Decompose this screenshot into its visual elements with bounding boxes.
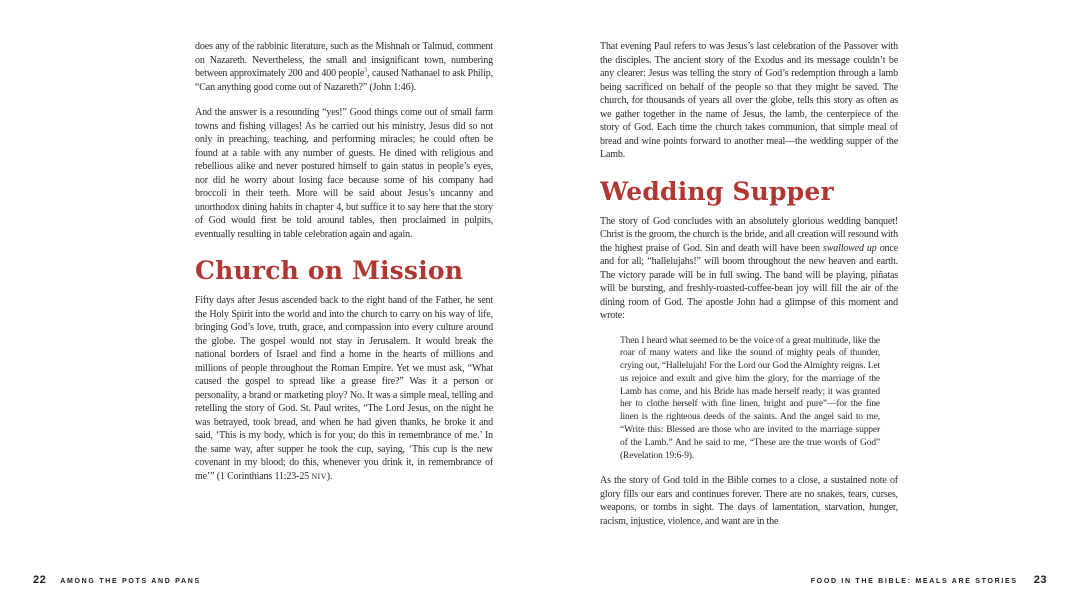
page-number: 22 [33, 574, 47, 586]
paragraph [195, 294, 493, 483]
running-footer: FOOD IN THE BIBLE: MEALS ARE STORIES [810, 578, 1018, 585]
paragraph: That evening Paul refers to was Jesus’s last celebration of the Passover with the disciples. The ancient story of the Exodus and its message couldn’t be any clearer: Jesus was telling the story of God’s redemption through a lamb being sacrificed on behalf of the people so that they might be saved. The church, for thousands of years all over the globe, tells this story as often as we gather together in the name of Jesus, the lamb, the centerpiece of the story of God. Each time the church takes communion, that simple meal of bread and wine points forward to another meal—the wedding supper of the Lamb. [600, 41, 898, 160]
right-page-footer [811, 570, 1047, 588]
scripture-blockquote: Then I heard what seemed to be the voice of a great multitude, like the roar of many waters and like the sound of mighty peals of thunder, crying out, “Hallelujah! For the Lord our God the Almighty reigns. Let us rejoice and exult and give him the glory, for the marriage of the Lamb has come, and his Bride has made herself ready; it was granted her to clothe herself with fine linen, bright and pure”—for the fine linen is the righteous deeds of the saints. And the angel said to me, “Write this: Blessed are those who are invited to the marriage supper of the Lamb.” And he said to me, “These are the true words of God” (Revelation 19:6-9). [620, 335, 880, 461]
left-text-column [195, 40, 493, 566]
right-text-column [600, 40, 898, 566]
paragraph-text: Fifty days after Jesus ascended back to the right hand of the Father, he sent the Holy Spirit into the world and into the church to carry on his way of life, bringing God’s love, truth, grace, and compassion into every culture around the globe. The gospel would not stay in Jerusalem. It would break the national borders of Israel and find a home in the hearts of millions and millions of people throughout the Roman Empire. Yet we must ask, “What caused the gospel to spread like a grease fire?” Was it a person or personality, a brand or marketing ploy? No. It was a simple meal, telling and retelling the story of God. St. Paul writes, “The Lord Jesus, on the night he was betrayed, took bread, and when he had given thanks, he broke it and said, ‘This is my body, which is for you; do this in remembrance of me.’ In the same way, after supper he took the cup, saying, ‘This cup is the new covenant in my blood; do this, whenever you drink it, in remembrance of me’” (1 Corinthians 11:23-25 [195, 295, 493, 482]
paragraph-text: once and for all; “hallelujahs!” will boom throughout the new heaven and earth. The victory parade will be in full swing. The band will be playing, piñatas will be bursting, and freshly-roasted-coffee-bean joy will fill the air of the dining room of God. The apostle John had a glimpse of this moment and wrote: [600, 242, 898, 321]
page-number: 23 [1033, 574, 1047, 586]
section-heading-church-on-mission: Church on Mission [195, 256, 464, 285]
paragraph [195, 40, 493, 94]
bible-version-smallcaps: NIV [311, 471, 327, 481]
paragraph: And the answer is a resounding “yes!” Good things come out of small farm towns and fishing villages! As he carried out his ministry, Jesus did so not only in preaching, teaching, and performing miracles; he could often be found at a table with any number of guests. He dined with religious and rebellious alike and never postured himself to gain status in people’s eyes, nor did he worry about losing face because some of his company had broccoli in their teeth. More will be said about Jesus’s uncanny and unorthodox dining habits in chapter 4, but suffice it to say here that the story of God would first be told around tables, then proclaimed in pulpits, eventually resulting in table celebration again and again. [195, 107, 493, 240]
paragraph: As the story of God told in the Bible comes to a close, a sustained note of glory fills our ears and continues forever. There are no snakes, tears, curses, weapons, or tombs in sight. The days of lamentation, starvation, hunger, racism, injustice, violence, and want are in the [600, 475, 898, 527]
paragraph-text: The story of God concludes with an absolutely glorious wedding banquet! Christ is the groom, the church is the bride, and all creation will resound with the highest praise of God. Sin and death will have been [600, 215, 898, 254]
emphasized-text: swallowed up [822, 242, 877, 254]
paragraph-text: ). [326, 470, 333, 482]
section-heading-wedding-supper: Wedding Supper [600, 176, 834, 206]
paragraph-text: , caused Nathanael to ask Philip, “Can anything good come out of Nazareth?” (John 1:46). [195, 68, 493, 93]
paragraph [600, 215, 898, 323]
footnote-reference: 3 [364, 66, 368, 74]
running-footer: AMONG THE POTS AND PANS [60, 578, 201, 585]
paragraph-text: does any of the rabbinic literature, such as the Mishnah or Talmud, comment on Nazareth. Nevertheless, the small and insignificant town, numbering between approximately 200 and 400 people [195, 41, 493, 79]
left-page-footer [33, 570, 201, 588]
